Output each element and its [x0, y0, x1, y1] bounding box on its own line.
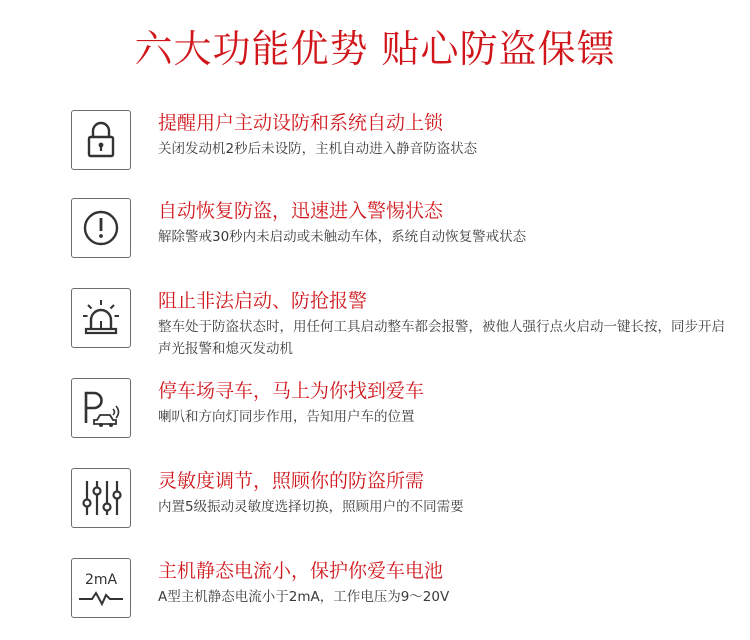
- feature-description: 解除警戒30秒内未启动或未触动车体，系统自动恢复警戒状态: [158, 229, 527, 245]
- feature-description: 关闭发动机2秒后未设防，主机自动进入静音防盗状态: [158, 141, 478, 157]
- feature-auto-rearm: [71, 198, 731, 268]
- feature-sensitivity: [71, 468, 731, 538]
- feature-title: 阻止非法启动、防抢报警: [158, 290, 368, 312]
- feature-description: A型主机静态电流小于2mA，工作电压为9～20V: [158, 589, 450, 605]
- feature-title: 灵敏度调节，照顾你的防盗所需: [158, 470, 425, 492]
- alert-icon: [71, 198, 131, 258]
- feature-title: 自动恢复防盗，迅速进入警惕状态: [158, 200, 444, 222]
- feature-auto-lock: [71, 110, 731, 180]
- current-icon-label: 2mA: [84, 572, 118, 588]
- feature-description: 喇叭和方向灯同步作用，告知用户车的位置: [158, 409, 415, 425]
- siren-icon: [71, 288, 131, 348]
- sliders-icon: [71, 468, 131, 528]
- parking-car-icon: [71, 378, 131, 438]
- feature-title: 提醒用户主动设防和系统自动上锁: [158, 112, 444, 134]
- feature-description: 内置5级振动灵敏度选择切换，照顾用户的不同需要: [158, 499, 464, 515]
- feature-title: 停车场寻车，马上为你找到爱车: [158, 380, 425, 402]
- feature-low-current: [71, 558, 731, 628]
- feature-find-car: [71, 378, 731, 448]
- page-title: 六大功能优势 贴心防盗保镖: [134, 27, 616, 71]
- current-icon: [71, 558, 131, 618]
- feature-description: 整车处于防盗状态时，用任何工具启动整车都会报警，被他人强行点火启动一键长按，同步开启声光报警和熄灭发动机: [158, 319, 725, 357]
- feature-title: 主机静态电流小，保护你爱车电池: [158, 560, 444, 582]
- feature-anti-start: [71, 288, 731, 358]
- lock-icon: [71, 110, 131, 170]
